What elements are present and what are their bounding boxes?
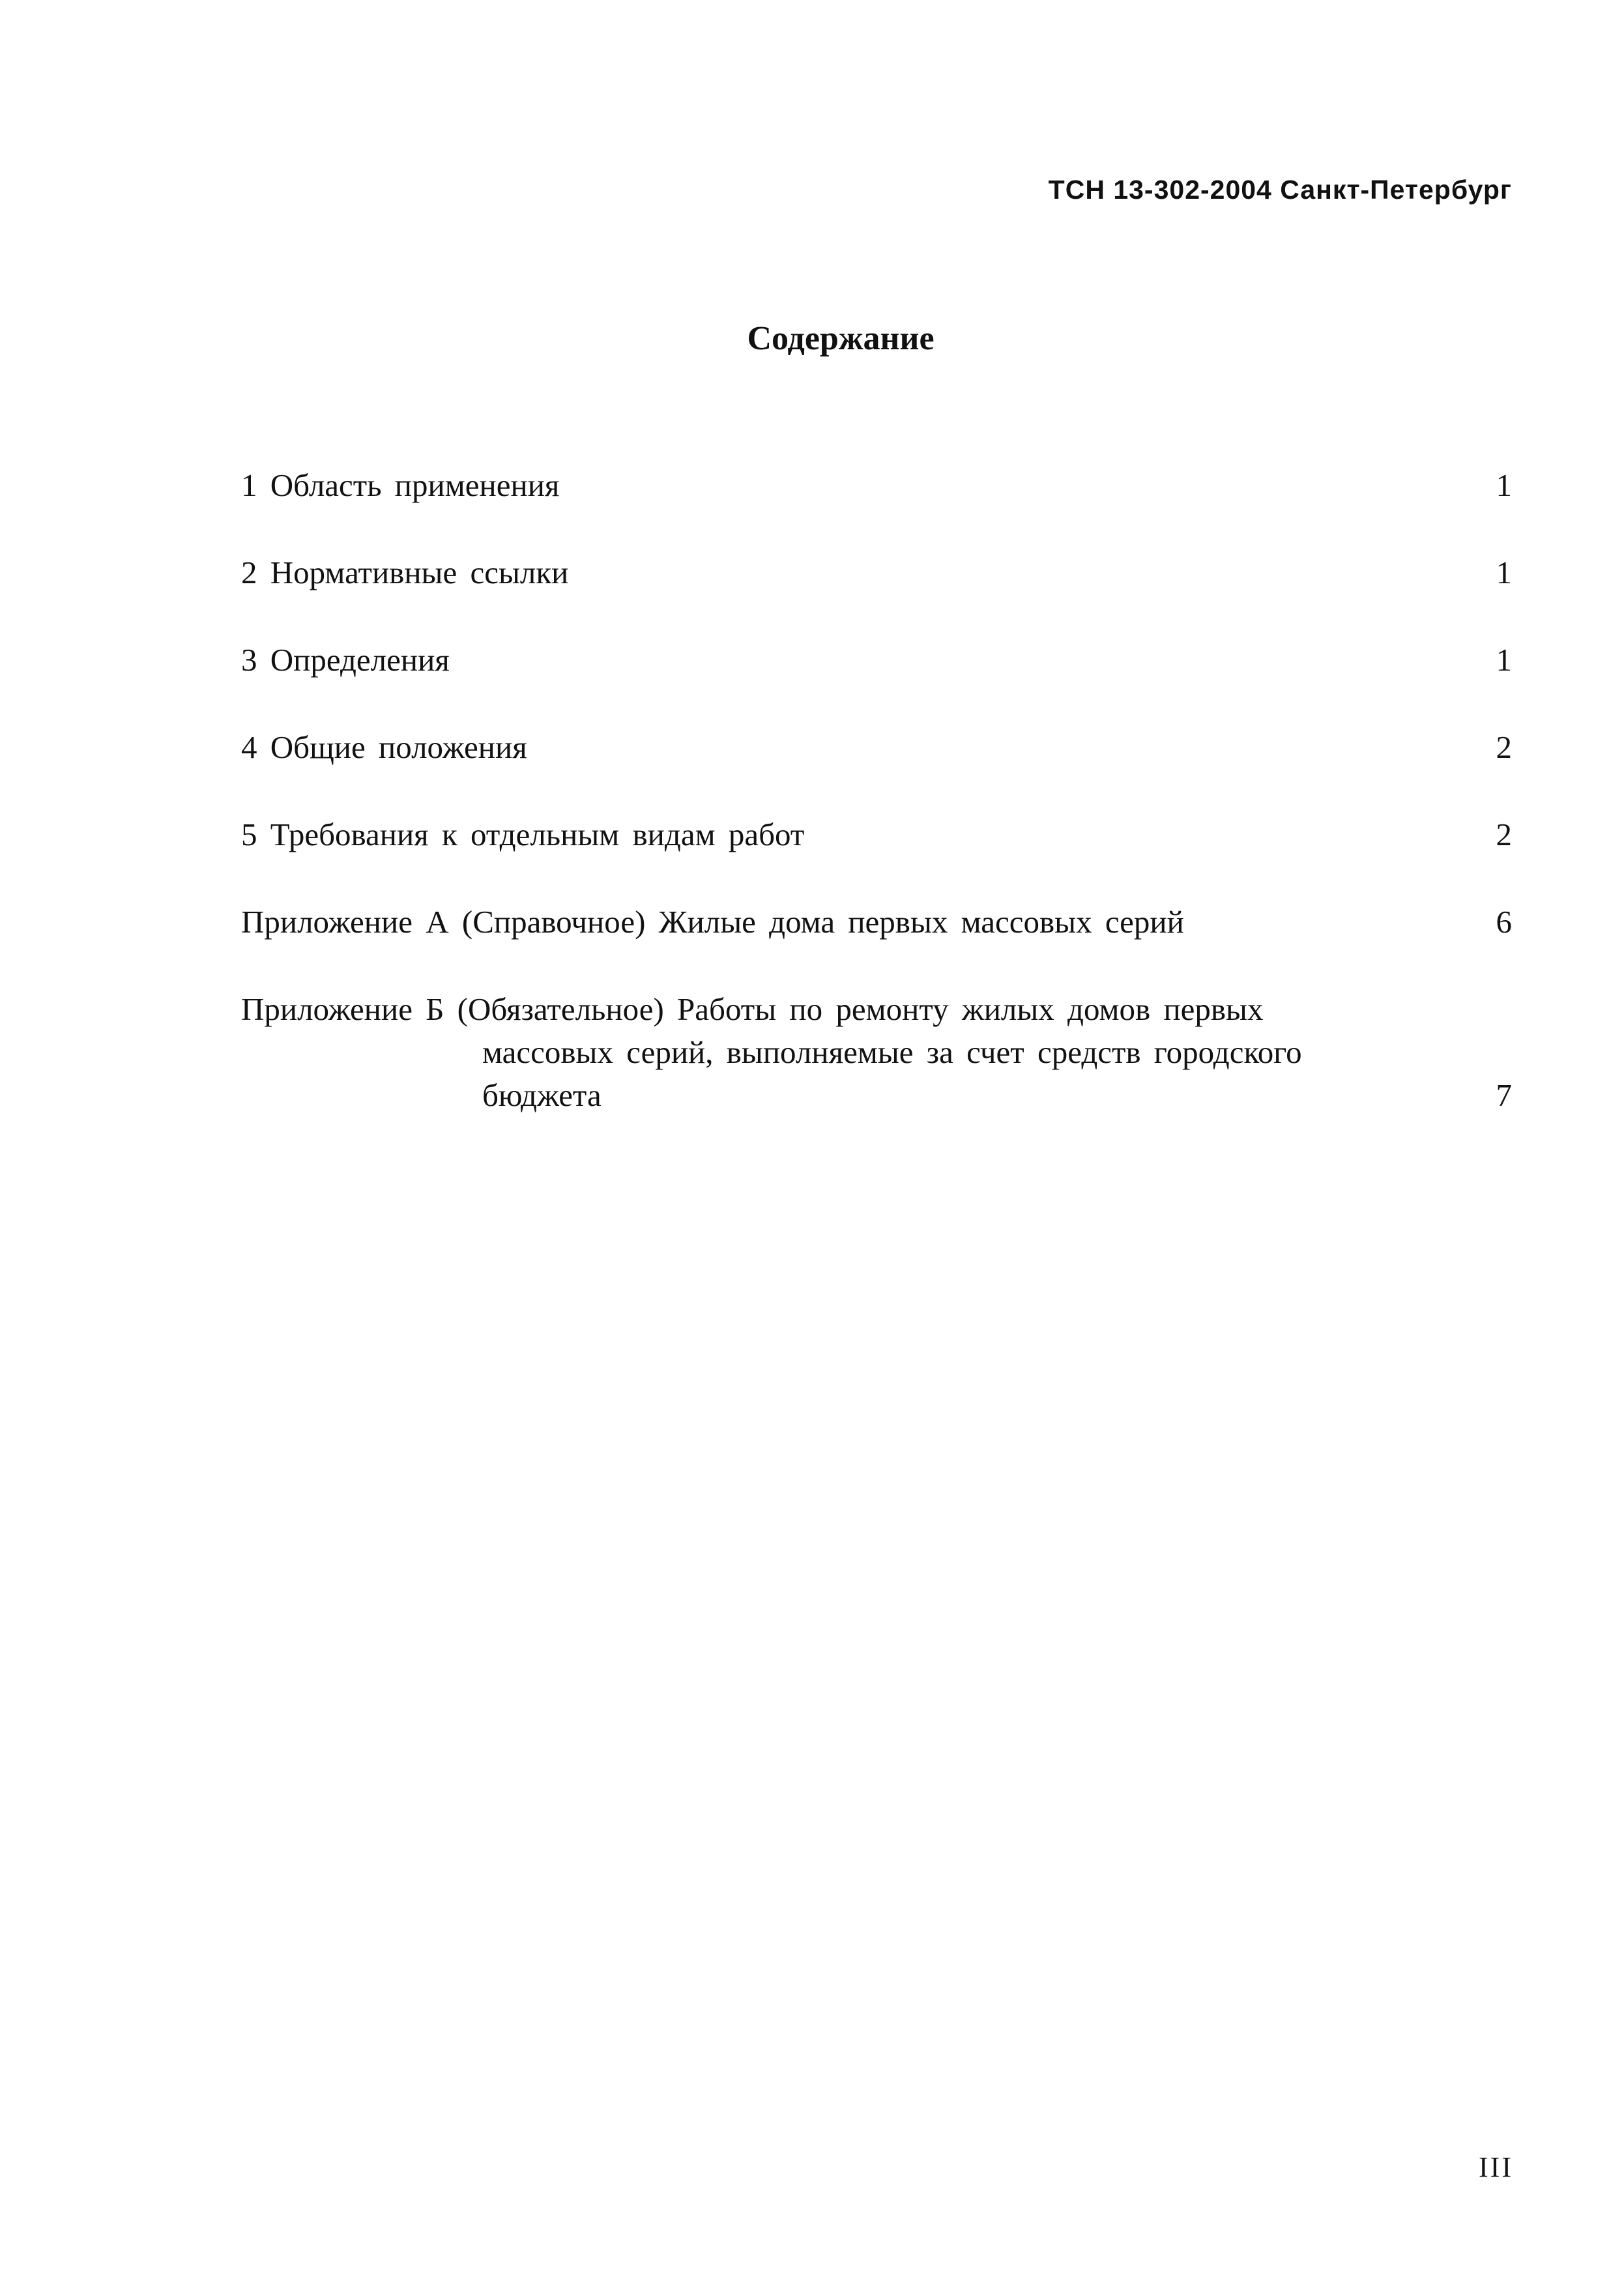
toc-entry-label: 5 Требования к отдельным видам работ <box>241 812 813 858</box>
toc-entry-page: 1 <box>1496 467 1512 503</box>
toc-entry[interactable] <box>241 550 1512 596</box>
toc-entry[interactable] <box>241 812 1512 858</box>
toc-entry-page: 1 <box>1496 555 1512 590</box>
toc-entry-label: 1 Область применения <box>241 463 568 508</box>
toc-entry-label-line3: бюджета <box>482 1073 611 1118</box>
page-number: III <box>1479 2151 1513 2183</box>
toc-entry-label: 2 Нормативные ссылки <box>241 550 577 596</box>
leader-dots <box>606 463 1473 508</box>
leader-dots <box>567 725 1473 770</box>
document-code-header: ТСН 13-302-2004 Санкт-Петербург <box>1048 175 1512 205</box>
toc-entry-page: 1 <box>1496 642 1512 678</box>
toc-entry-last-line <box>241 1073 1512 1118</box>
toc-entry-label-line2: массовых серий, выполняемые за счет средств городского <box>482 1034 1302 1070</box>
toc-entry-label: Приложение А (Справочное) Жилые дома первых массовых серий <box>241 899 1193 945</box>
toc-entry[interactable] <box>241 637 1512 683</box>
leader-dots <box>632 1073 1473 1118</box>
leader-dots <box>508 637 1473 683</box>
leader-dots <box>606 550 1473 596</box>
toc-entry-page: 2 <box>1496 729 1512 765</box>
toc-entry-label-line1: Приложение Б (Обязательное) Работы по ремонту жилых домов первых <box>241 991 1264 1027</box>
toc-entry[interactable] <box>241 725 1512 770</box>
leader-dots <box>867 812 1473 858</box>
toc-entry[interactable] <box>241 463 1512 508</box>
toc-entry-page: 7 <box>1496 1077 1512 1113</box>
toc-entry-label: 4 Общие положения <box>241 725 536 770</box>
toc-entry[interactable] <box>241 899 1512 945</box>
leader-dots <box>1258 899 1473 945</box>
toc-title: Содержание <box>747 320 935 357</box>
toc-entry-page: 2 <box>1496 817 1512 852</box>
toc-entry-page: 6 <box>1496 904 1512 940</box>
toc-entry-label: 3 Определения <box>241 637 459 683</box>
